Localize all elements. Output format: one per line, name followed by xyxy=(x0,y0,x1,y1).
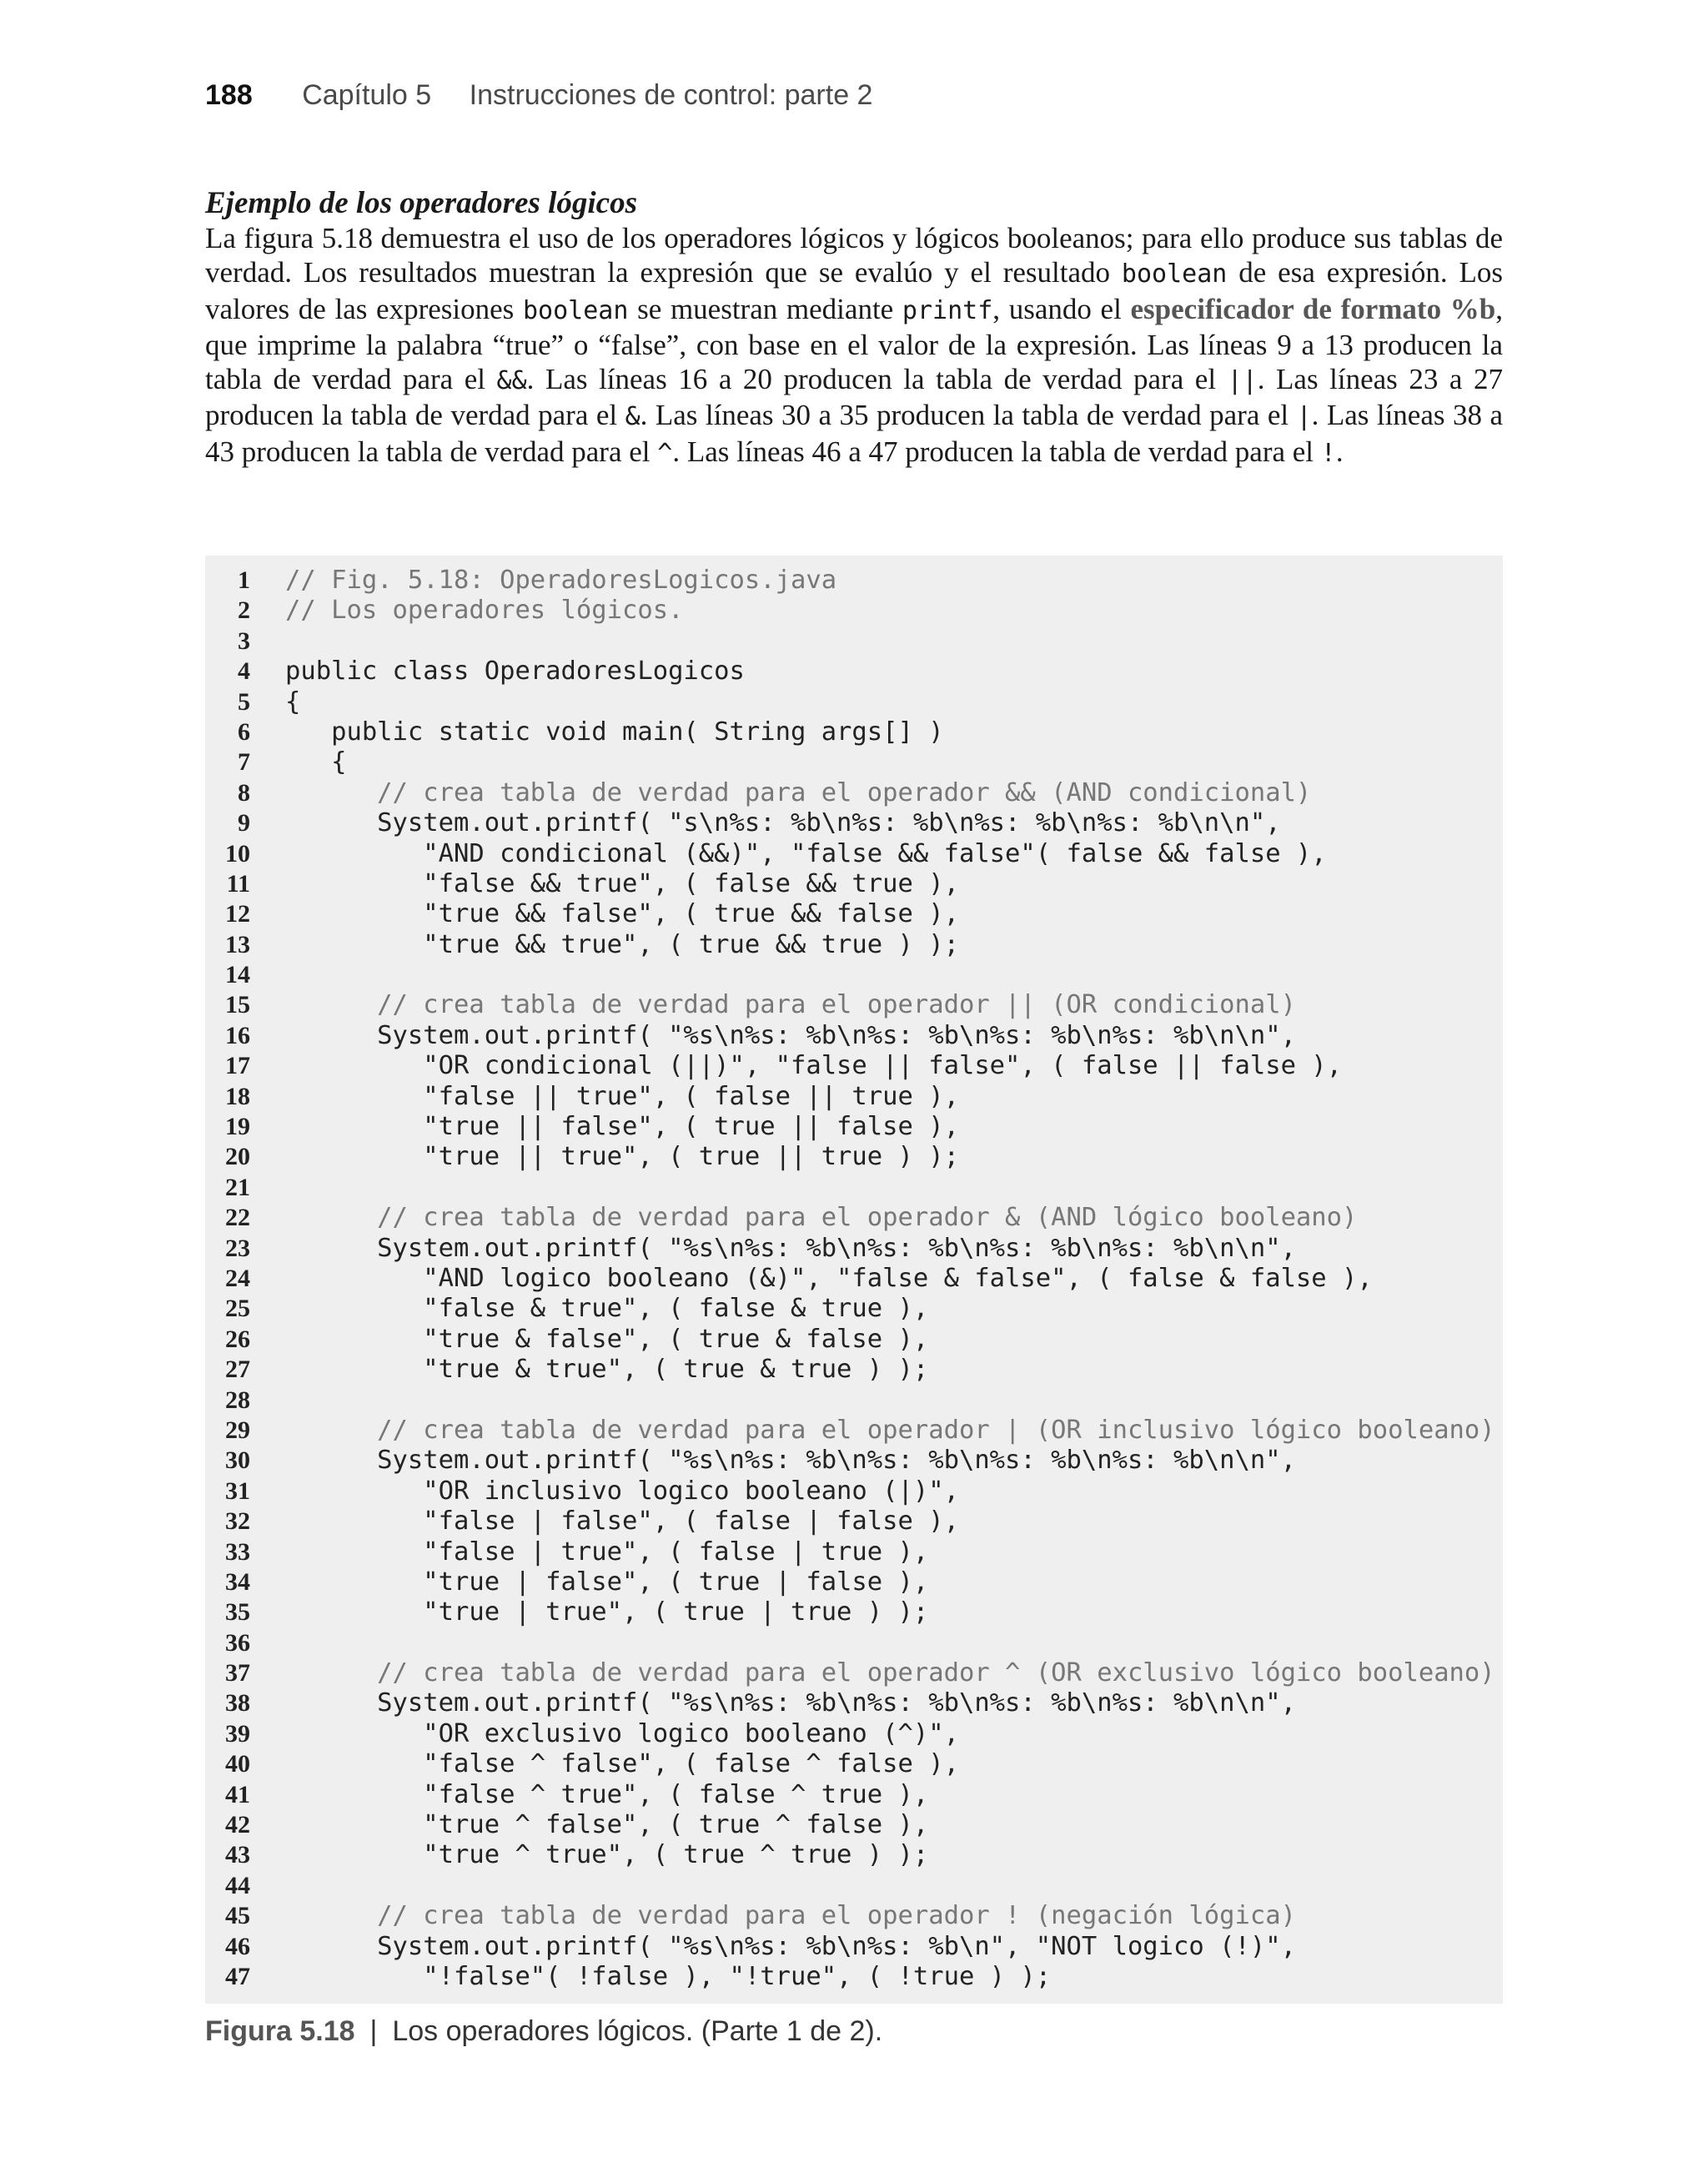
code-line xyxy=(205,869,1503,899)
code-line xyxy=(205,1082,1503,1112)
line-number: 33 xyxy=(225,1537,250,1566)
caption-separator: | xyxy=(369,2015,378,2047)
line-number: 19 xyxy=(225,1113,250,1141)
section-title: Ejemplo de los operadores lógicos xyxy=(205,186,637,220)
page-number: 188 xyxy=(205,79,253,111)
code-comment: // crea tabla de verdad para el operador ^ (OR exclusivo lógico booleano) xyxy=(285,1658,1495,1688)
body-paragraph xyxy=(205,221,1503,470)
line-number: 30 xyxy=(225,1446,250,1475)
line-number: 26 xyxy=(225,1325,250,1353)
code-text: "OR condicional (||)", "false || false", ( false || false ), xyxy=(285,1051,1343,1081)
code-line xyxy=(205,1203,1503,1233)
code-line xyxy=(205,717,1503,747)
code-text: "false ^ true", ( false ^ true ), xyxy=(285,1779,929,1809)
line-number: 44 xyxy=(225,1871,250,1899)
code-line xyxy=(205,990,1503,1020)
code-line xyxy=(205,1628,1503,1658)
code-line xyxy=(205,626,1503,656)
line-number: 17 xyxy=(225,1052,250,1080)
line-number: 37 xyxy=(225,1659,250,1688)
code-comment: // crea tabla de verdad para el operador & (AND lógico booleano) xyxy=(285,1203,1358,1233)
chapter-title: Instrucciones de control: parte 2 xyxy=(469,79,873,111)
line-number: 36 xyxy=(225,1628,250,1657)
line-number: 34 xyxy=(225,1567,250,1596)
code-text: System.out.printf( "%s\n%s: %b\n%s: %b\n", "NOT logico (!)", xyxy=(285,1931,1296,1961)
inline-code: && xyxy=(496,366,527,396)
code-text: "AND logico booleano (&)", "false & false", ( false & false ), xyxy=(285,1263,1373,1293)
code-line xyxy=(205,566,1503,596)
line-number: 3 xyxy=(238,626,250,655)
code-line xyxy=(205,778,1503,808)
paragraph-text: se muestran mediante xyxy=(628,292,902,325)
code-text: "false ^ false", ( false ^ false ), xyxy=(285,1749,959,1779)
line-number: 13 xyxy=(225,930,250,958)
paragraph-text: La figura 5.18 demuestra el uso de los operadores lógicos y lógicos booleanos; para ello produce sus tablas de verdad. Los resultados muestran la expresión que se evalúo y el resultado xyxy=(205,222,1503,289)
line-number: 32 xyxy=(225,1507,250,1536)
code-line xyxy=(205,1658,1503,1688)
code-text: "AND condicional (&&)", "false && false"( false && false ), xyxy=(285,838,1327,868)
code-line xyxy=(205,1932,1503,1962)
code-text: "!false"( !false ), "!true", ( !true ) ); xyxy=(285,1961,1052,1991)
code-line xyxy=(205,687,1503,717)
line-number: 39 xyxy=(225,1719,250,1748)
code-text: "OR inclusivo logico booleano (|)", xyxy=(285,1476,959,1506)
code-line xyxy=(205,960,1503,990)
inline-code: & xyxy=(625,402,640,432)
paragraph-text: . Las líneas 46 a 47 producen la tabla de verdad para el xyxy=(672,435,1321,468)
code-line xyxy=(205,1597,1503,1627)
inline-code: ! xyxy=(1320,438,1336,468)
line-number: 43 xyxy=(225,1841,250,1869)
paragraph-text: . Las líneas 38 a 43 producen la tabla de verdad para el xyxy=(205,399,1503,468)
line-number: 10 xyxy=(225,839,250,868)
paragraph-text: , que imprime la palabra “true” o “false”, con base en el valor de la expresión. Las líneas 9 a 13 producen la tabla de verdad para el xyxy=(205,292,1503,396)
line-number: 23 xyxy=(225,1234,250,1262)
line-number: 45 xyxy=(225,1902,250,1930)
paragraph-text: . Las líneas 16 a 20 producen la tabla de verdad para el xyxy=(526,363,1228,396)
line-number: 25 xyxy=(225,1295,250,1323)
inline-code: || xyxy=(1227,366,1258,396)
code-line xyxy=(205,1325,1503,1355)
line-number: 1 xyxy=(238,566,250,594)
line-number: 7 xyxy=(238,748,250,777)
figure-caption xyxy=(205,2015,882,2048)
line-number: 14 xyxy=(225,961,250,989)
figure-label: Figura 5.18 xyxy=(205,2015,355,2047)
line-number: 28 xyxy=(225,1386,250,1414)
code-line xyxy=(205,1416,1503,1446)
code-text: System.out.printf( "%s\n%s: %b\n%s: %b\n%s: %b\n%s: %b\n\n", xyxy=(285,1233,1296,1263)
line-number: 46 xyxy=(225,1932,250,1960)
code-comment: // Los operadores lógicos. xyxy=(285,596,684,626)
line-number: 18 xyxy=(225,1082,250,1110)
code-text: { xyxy=(285,747,347,777)
code-text: "true || true", ( true || true ) ); xyxy=(285,1142,959,1172)
line-number: 21 xyxy=(225,1173,250,1201)
line-number: 22 xyxy=(225,1204,250,1232)
code-line xyxy=(205,1901,1503,1931)
line-number: 27 xyxy=(225,1356,250,1384)
code-text: { xyxy=(285,687,301,717)
code-line xyxy=(205,1780,1503,1810)
code-line xyxy=(205,1476,1503,1506)
code-text: "false | false", ( false | false ), xyxy=(285,1506,959,1537)
inline-code: boolean xyxy=(1121,259,1228,289)
code-text: "true ^ true", ( true ^ true ) ); xyxy=(285,1840,929,1870)
line-number: 24 xyxy=(225,1264,250,1292)
code-text: System.out.printf( "%s\n%s: %b\n%s: %b\n%s: %b\n%s: %b\n\n", xyxy=(285,1020,1296,1050)
line-number: 31 xyxy=(225,1476,250,1505)
code-text: public class OperadoresLogicos xyxy=(285,656,745,687)
inline-code: | xyxy=(1296,402,1312,432)
line-number: 41 xyxy=(225,1780,250,1808)
code-line xyxy=(205,1021,1503,1051)
code-text: "true | true", ( true | true ) ); xyxy=(285,1597,929,1627)
code-line xyxy=(205,1112,1503,1142)
paragraph-text: . xyxy=(1335,435,1344,468)
code-line xyxy=(205,930,1503,960)
emphasis-term: especificador de formato %b xyxy=(1130,292,1496,325)
code-comment: // crea tabla de verdad para el operador ! (negación lógica) xyxy=(285,1901,1296,1931)
code-line xyxy=(205,1173,1503,1203)
line-number: 29 xyxy=(225,1416,250,1444)
code-line xyxy=(205,1234,1503,1264)
code-text: "true && false", ( true && false ), xyxy=(285,899,959,929)
code-text: System.out.printf( "%s\n%s: %b\n%s: %b\n%s: %b\n%s: %b\n\n", xyxy=(285,1446,1296,1476)
code-comment: // crea tabla de verdad para el operador | (OR inclusivo lógico booleano) xyxy=(285,1415,1495,1445)
code-line xyxy=(205,596,1503,626)
code-line xyxy=(205,899,1503,929)
line-number: 11 xyxy=(226,869,250,898)
line-number: 8 xyxy=(238,778,250,807)
code-line xyxy=(205,1719,1503,1749)
code-text: "false && true", ( false && true ), xyxy=(285,868,959,898)
line-number: 16 xyxy=(225,1021,250,1049)
line-number: 15 xyxy=(225,991,250,1019)
code-text: "false & true", ( false & true ), xyxy=(285,1294,929,1324)
code-text: "true | false", ( true | false ), xyxy=(285,1567,929,1597)
code-line xyxy=(205,1355,1503,1385)
code-line xyxy=(205,1810,1503,1840)
code-text: "true ^ false", ( true ^ false ), xyxy=(285,1810,929,1840)
line-number: 40 xyxy=(225,1750,250,1778)
page-header xyxy=(205,79,872,112)
line-number: 9 xyxy=(238,809,250,837)
chapter-label: Capítulo 5 xyxy=(302,79,432,111)
code-line xyxy=(205,1962,1503,1992)
code-lines xyxy=(205,566,1503,1992)
code-text: "true & true", ( true & true ) ); xyxy=(285,1355,929,1385)
line-number: 42 xyxy=(225,1811,250,1839)
line-number: 20 xyxy=(225,1143,250,1171)
inline-code: boolean xyxy=(522,295,629,325)
code-line xyxy=(205,1294,1503,1324)
inline-code: printf xyxy=(902,295,993,325)
code-line xyxy=(205,656,1503,687)
code-line xyxy=(205,1386,1503,1416)
caption-text: Los operadores lógicos. (Parte 1 de 2). xyxy=(392,2015,883,2047)
code-line xyxy=(205,1749,1503,1779)
code-text: "true && true", ( true && true ) ); xyxy=(285,929,959,959)
code-text: "true & false", ( true & false ), xyxy=(285,1324,929,1354)
code-text: System.out.printf( "s\n%s: %b\n%s: %b\n%s: %b\n%s: %b\n\n", xyxy=(285,808,1281,838)
paragraph-text: de esa expresión. Los valores de las expresiones xyxy=(205,256,1504,325)
code-line xyxy=(205,1871,1503,1901)
code-text: "false | true", ( false | true ), xyxy=(285,1537,929,1567)
code-line xyxy=(205,747,1503,777)
code-line xyxy=(205,1051,1503,1081)
line-number: 38 xyxy=(225,1689,250,1718)
code-text: System.out.printf( "%s\n%s: %b\n%s: %b\n%s: %b\n%s: %b\n\n", xyxy=(285,1688,1296,1718)
code-comment: // crea tabla de verdad para el operador && (AND condicional) xyxy=(285,777,1312,807)
code-line xyxy=(205,1506,1503,1537)
code-line xyxy=(205,1567,1503,1597)
line-number: 35 xyxy=(225,1598,250,1627)
paragraph-text: . Las líneas 30 a 35 producen la tabla de verdad para el xyxy=(640,399,1297,432)
code-listing xyxy=(205,556,1503,2004)
line-number: 4 xyxy=(238,657,250,686)
line-number: 5 xyxy=(238,687,250,716)
code-line xyxy=(205,808,1503,838)
code-line xyxy=(205,839,1503,869)
paragraph-text: , usando el xyxy=(992,292,1131,325)
code-line xyxy=(205,1142,1503,1172)
code-text: "true || false", ( true || false ), xyxy=(285,1112,959,1142)
code-text: "OR exclusivo logico booleano (^)", xyxy=(285,1718,959,1748)
code-comment: // Fig. 5.18: OperadoresLogicos.java xyxy=(285,566,837,595)
code-text: public static void main( String args[] ) xyxy=(285,717,944,747)
code-comment: // crea tabla de verdad para el operador || (OR condicional) xyxy=(285,990,1296,1020)
line-number: 6 xyxy=(238,717,250,746)
code-line xyxy=(205,1264,1503,1294)
inline-code: ^ xyxy=(657,438,673,468)
line-number: 12 xyxy=(225,900,250,928)
code-line xyxy=(205,1537,1503,1567)
line-number: 2 xyxy=(238,596,250,625)
code-text: "false || true", ( false || true ), xyxy=(285,1081,959,1111)
paragraph-text: . Las líneas 23 a 27 producen la tabla de verdad para el xyxy=(205,363,1503,432)
line-number: 47 xyxy=(225,1962,250,1990)
code-line xyxy=(205,1840,1503,1870)
code-line xyxy=(205,1446,1503,1476)
code-line xyxy=(205,1688,1503,1718)
